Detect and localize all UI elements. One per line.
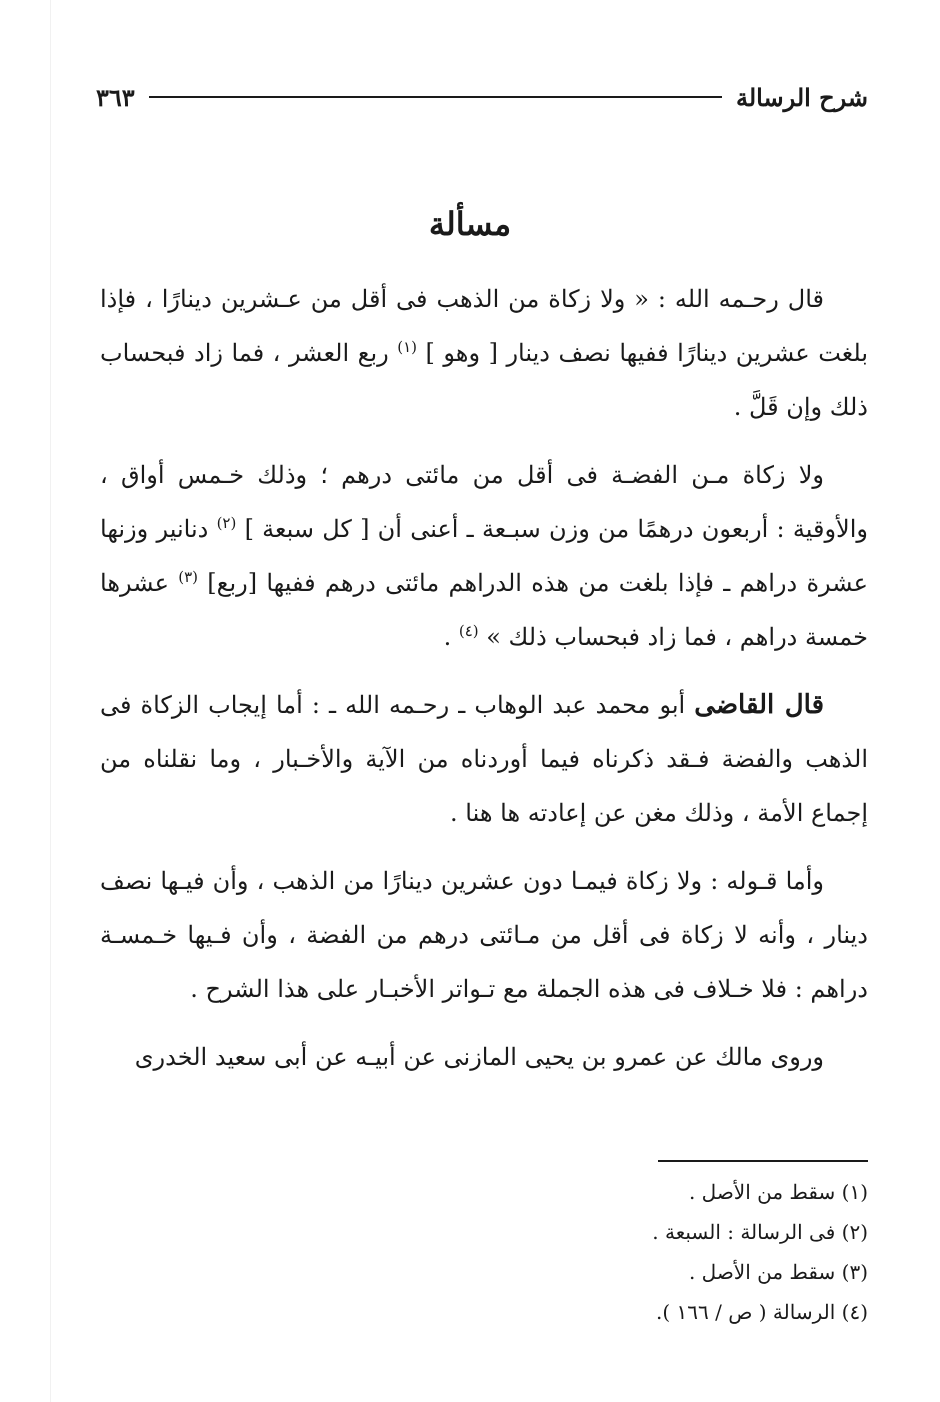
paragraph-1-text-b: ربع العشر ، فما زاد فبحساب ذلك وإن قَلَّ . [100,339,868,421]
paragraph-1-text-a: قال رحـمه الله : « ولا زكاة من الذهب فى أقل من عـشرين دينارًا ، فإذا بلغت عشرين دينارًا ففيها نصف دينار [ وهو ] [100,285,868,367]
footnote-separator [658,1160,868,1162]
paragraph-3 [100,678,868,840]
paragraph-4-text: وأما قـوله : ولا زكاة فيمـا دون عشرين دينارًا من الذهب ، وأن فيـها نصف دينار ، وأنه لا زكاة فى أقل من مـائتى درهم من الفضة ، وأن فـيها خـمسـة دراهم : فلا خـلاف فى هذه الجملة مع تـواتر الأخبـار على هذا الشرح . [100,867,868,1003]
running-title: شرح الرسالة [735,82,868,112]
header-rule [149,96,722,98]
paragraph-1 [100,272,868,434]
footnote-3: (٣) سقط من الأصل . [688,1260,868,1284]
paragraph-2-text-c: عشرها خمسة دراهم ، فما زاد فبحساب ذلك » [100,569,868,651]
section-title: مسألة [428,205,512,243]
footnotes [88,1172,868,1332]
footnote-1: (١) سقط من الأصل . [688,1180,868,1204]
page-header [96,72,868,122]
footnote-2: (٢) فى الرسالة : السبعة . [652,1220,868,1244]
paragraph-5-text: وروى مالك عن عمرو بن يحيى المازنى عن أبيـه عن أبى سعيد الخدرى [134,1043,824,1071]
paragraph-2 [100,448,868,664]
paragraph-3-lead: قال القاضى [694,690,824,720]
footnote-ref-1: (١) [397,338,418,356]
paragraph-3-text: أبو محمد عبد الوهاب ـ رحـمه الله ـ : أما إيجاب الزكاة فى الذهب والفضة فـقد ذكرناه فيما أوردناه من الآية والأخـبار ، وما نقلناه من إجماع الأمة ، وذلك مغن عن إعادته ها هنا . [100,691,868,827]
paragraph-5 [100,1030,868,1084]
paragraph-2-text-a: ولا زكاة مـن الفضـة فى أقل من مائتى درهم ؛ وذلك خـمس أواق ، والأوقية : أربعون درهمًا من وزن سبـعة ـ أعنى أن [ كل سبعة ] [100,461,868,543]
page-number: ٣٦٣ [96,82,135,112]
footnote-4: (٤) الرسالة ( ص / ١٦٦ ). [656,1300,868,1324]
footnote-ref-2: (٢) [216,514,237,532]
paragraph-2-text-d: . [443,623,459,651]
paragraph-2-text-b: دنانير وزنها عشرة دراهم ـ فإذا بلغت من هذه الدراهم مائتى درهم ففيها [ربع] [100,515,868,597]
body-text [100,272,868,1098]
paragraph-4 [100,854,868,1016]
footnote-ref-4: (٤) [458,622,479,640]
footnote-ref-3: (٣) [178,568,199,586]
